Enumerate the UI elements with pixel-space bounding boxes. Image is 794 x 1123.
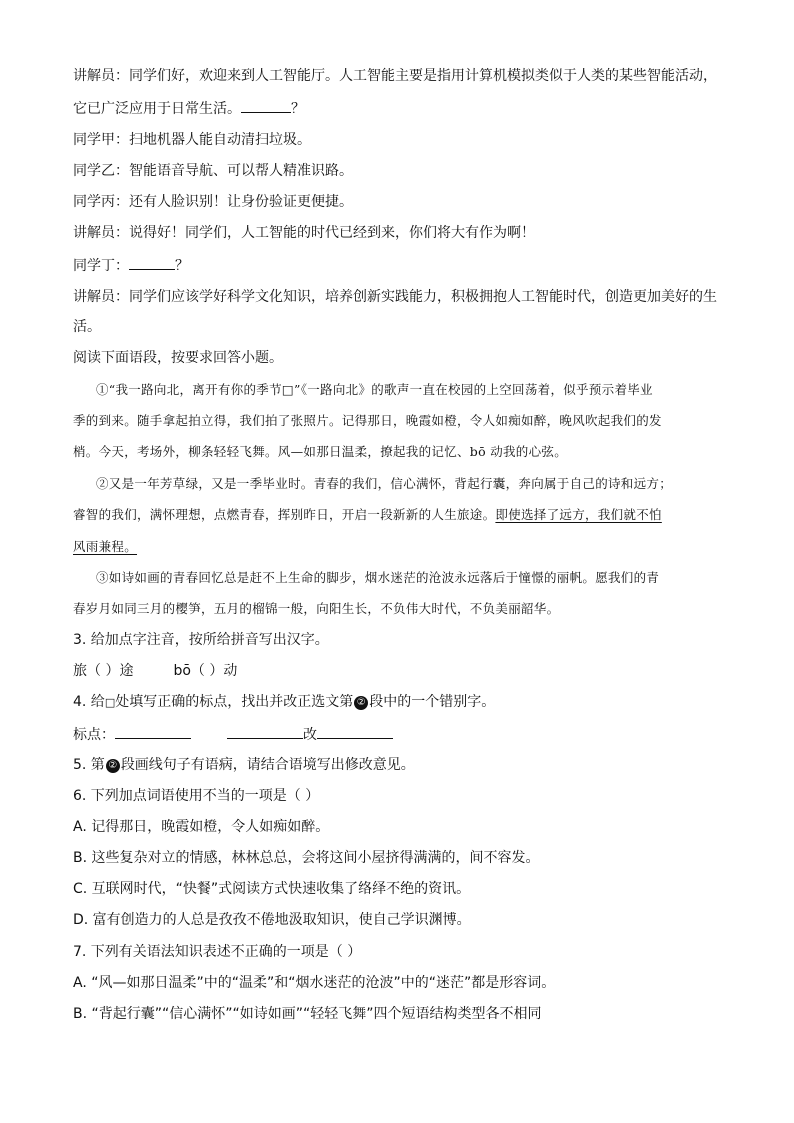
circled-number: ② [354, 696, 368, 710]
change-label: 改 [303, 727, 317, 743]
dialogue-line: 同学丙：还有人脸识别！让身份验证更便捷。 [73, 194, 353, 210]
dialogue-line [73, 98, 305, 118]
question-mark: ？ [175, 258, 189, 274]
passage-line: ①“我一路向北，离开有你的季节□”《一路向北》的歌声一直在校园的上空回荡着，似乎预示着毕业 [96, 382, 653, 397]
dialogue-line [73, 255, 189, 275]
underlined-sentence: 风雨兼程。 [73, 539, 138, 554]
q3-answers [73, 661, 237, 681]
q3-item-b: bō（ ）动 [173, 663, 238, 679]
passage-line: 春岁月如同三月的樱笋，五月的榴锦一般，向阳生长，不负伟大时代，不负美丽韶华。 [73, 601, 560, 616]
option-b[interactable]: B. “背起行囊”“信心满怀”“如诗如画”“轻轻飞舞”四个短语结构类型各不相同 [73, 1006, 542, 1022]
passage-line: ②又是一年芳草绿，又是一季毕业时。青春的我们，信心满怀，背起行囊，奔向属于自己的诗和远方； [96, 476, 673, 491]
option-c[interactable]: C. 互联网时代，“快餐”式阅读方式快速收集了络绎不绝的资讯。 [73, 881, 471, 897]
q4-text: 4. 给 [73, 694, 105, 710]
dialogue-line: 同学甲：扫地机器人能自动清扫垃圾。 [73, 132, 311, 148]
square-box-icon: □ [104, 696, 116, 709]
dialogue-line: 同学乙：智能语音导航、可以帮人精准识路。 [73, 163, 353, 179]
q5-text: 段画线句子有语病，请结合语境写出修改意见。 [120, 757, 415, 773]
answer-blank[interactable] [129, 255, 175, 270]
punct-label: 标点： [73, 727, 115, 743]
q4-text: 处填写正确的标点，找出并改正选文第 [115, 694, 354, 710]
dialogue-line: 讲解员：说得好！同学们，人工智能的时代已经到来，你们将大有作为啊！ [73, 225, 535, 241]
option-d[interactable]: D. 富有创造力的人总是孜孜不倦地汲取知识，使自己学识渊博。 [73, 912, 471, 928]
answer-blank[interactable] [317, 724, 393, 739]
q4-fill-line [73, 724, 393, 744]
passage-line [73, 537, 137, 557]
speaker-label: 同学丁： [73, 258, 129, 274]
dialogue-line: 活。 [73, 319, 101, 335]
question-mark: ？ [291, 101, 305, 117]
question-3: 3. 给加点字注音，按所给拼音写出汉字。 [73, 632, 329, 648]
dialogue-line: 讲解员：同学们应该学好科学文化知识，培养创新实践能力，积极拥抱人工智能时代，创造更加美好的生 [73, 289, 717, 305]
option-a[interactable]: A. “风—如那日温柔”中的“温柔”和“烟水迷茫的沧波”中的“迷茫”都是形容词。 [73, 975, 556, 991]
option-b[interactable]: B. 这些复杂对立的情感，林林总总，会将这间小屋挤得满满的，间不容发。 [73, 850, 540, 866]
answer-blank[interactable] [227, 724, 303, 739]
q4-text: 段中的一个错别字。 [369, 694, 496, 710]
circled-number: ② [106, 759, 120, 773]
dialogue-line: 讲解员：同学们好，欢迎来到人工智能厅。人工智能主要是指用计算机模拟类似于人类的某些智能活动， [73, 68, 717, 84]
passage-line [73, 505, 662, 525]
passage-text: 睿智的我们，满怀理想，点燃青春，挥别昨日，开启一段新新的人生旅途。 [73, 507, 496, 522]
passage-line: ③如诗如画的青春回忆总是赶不上生命的脚步，烟水迷茫的沧波永远落后于憧憬的丽帆。愿我们的青 [96, 570, 660, 585]
q5-text: 5. 第 [73, 757, 105, 773]
question-5 [73, 755, 415, 775]
question-7: 7. 下列有关语法知识表述不正确的一项是（ ） [73, 944, 362, 960]
reading-instruction: 阅读下面语段，按要求回答小题。 [73, 350, 283, 366]
dialogue-text: 它已广泛应用于日常生活。 [73, 101, 241, 117]
underlined-sentence: 即使选择了远方，我们就不怕 [495, 507, 662, 522]
option-a[interactable]: A. 记得那日，晚霞如橙，令人如痴如醉。 [73, 819, 330, 835]
q3-item-a: 旅（ ）途 [73, 663, 134, 679]
answer-blank[interactable] [241, 98, 291, 113]
answer-blank[interactable] [115, 724, 191, 739]
passage-line: 季的到来。随手拿起拍立得，我们拍了张照片。记得那日，晚霞如橙，令人如痴如醉，晚风吹起我们的发 [73, 413, 662, 428]
passage-line: 梢。今天，考场外，柳条轻轻飞舞。风—如那日温柔，撩起我的记忆、bō 动我的心弦。 [73, 444, 568, 459]
question-4 [73, 692, 495, 712]
question-6: 6. 下列加点词语使用不当的一项是（ ） [73, 788, 320, 804]
